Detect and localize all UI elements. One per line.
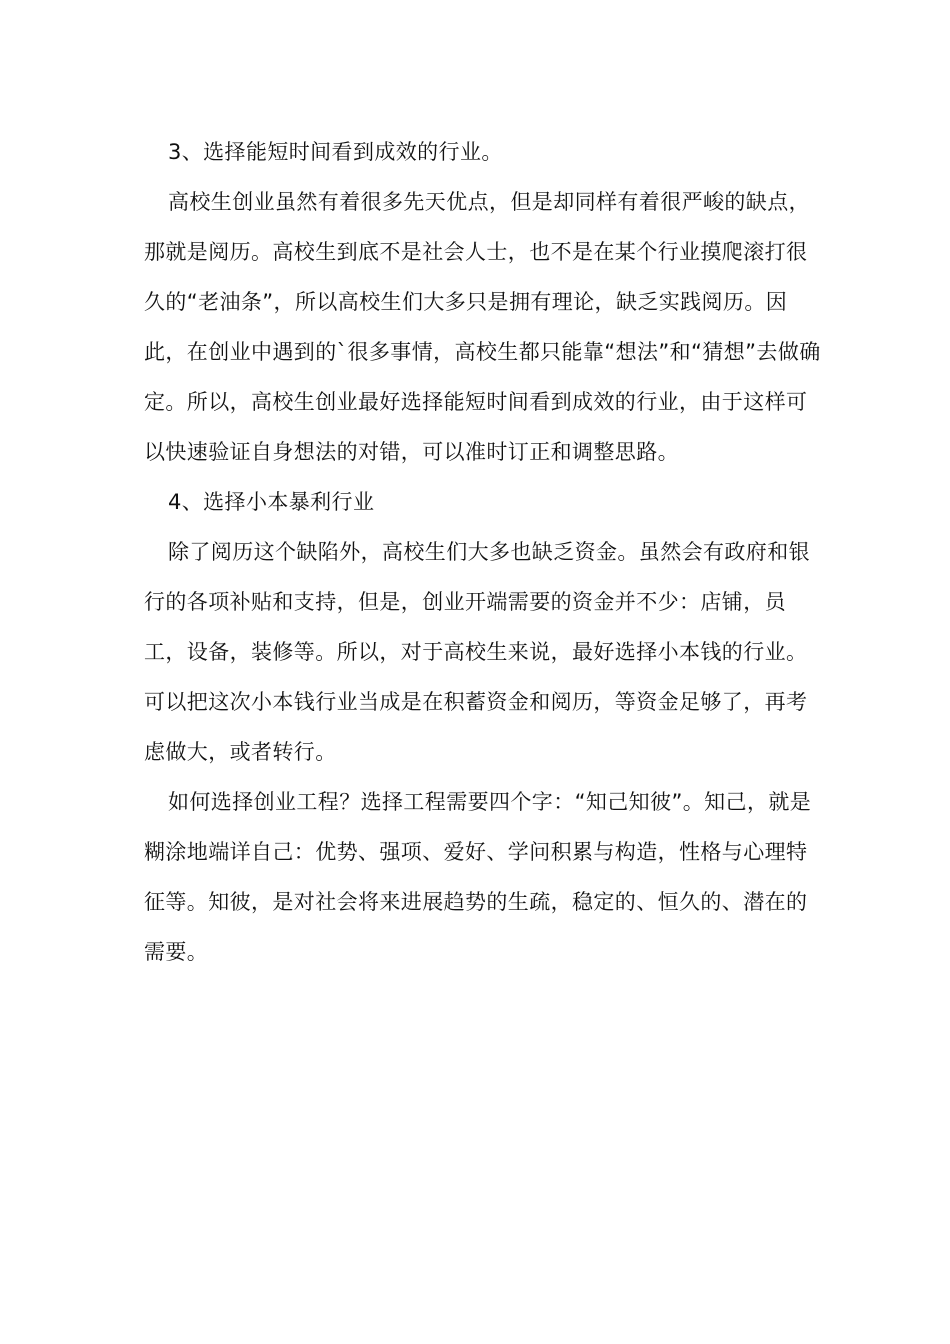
section-heading-3: 3、选择能短时间看到成效的行业。	[168, 140, 503, 164]
section-heading-4: 4、选择小本暴利行业	[168, 490, 375, 514]
closing-paragraph: 如何选择创业工程？选择工程需要四个字：“知己知彼”。知己，就是糊涂地端详自己：优势、强项、爱好、学问积累与构造，性格与心理特征等。知彼，是对社会将来进展趋势的生疏，稳定的、恒久的、潜在的需要。	[144, 790, 812, 964]
document-body	[144, 127, 824, 977]
section-paragraph-4: 除了阅历这个缺陷外，高校生们大多也缺乏资金。虽然会有政府和银行的各项补贴和支持，但是，创业开端需要的资金并不少：店铺，员工，设备，装修等。所以，对于高校生来说，最好选择小本钱的行业。可以把这次小本钱行业当成是在积蓄资金和阅历，等资金足够了，再考虑做大，或者转行。	[144, 540, 810, 764]
section-paragraph-3: 高校生创业虽然有着很多先天优点，但是却同样有着很严峻的缺点，那就是阅历。高校生到底不是社会人士，也不是在某个行业摸爬滚打很久的“老油条”，所以高校生们大多只是拥有理论，缺乏实践阅历。因此，在创业中遇到的`很多事情，高校生都只能靠“想法”和“猜想”去做确定。所以，高校生创业最好选择能短时间看到成效的行业，由于这样可以快速验证自身想法的对错，可以准时订正和调整思路。	[144, 190, 821, 464]
